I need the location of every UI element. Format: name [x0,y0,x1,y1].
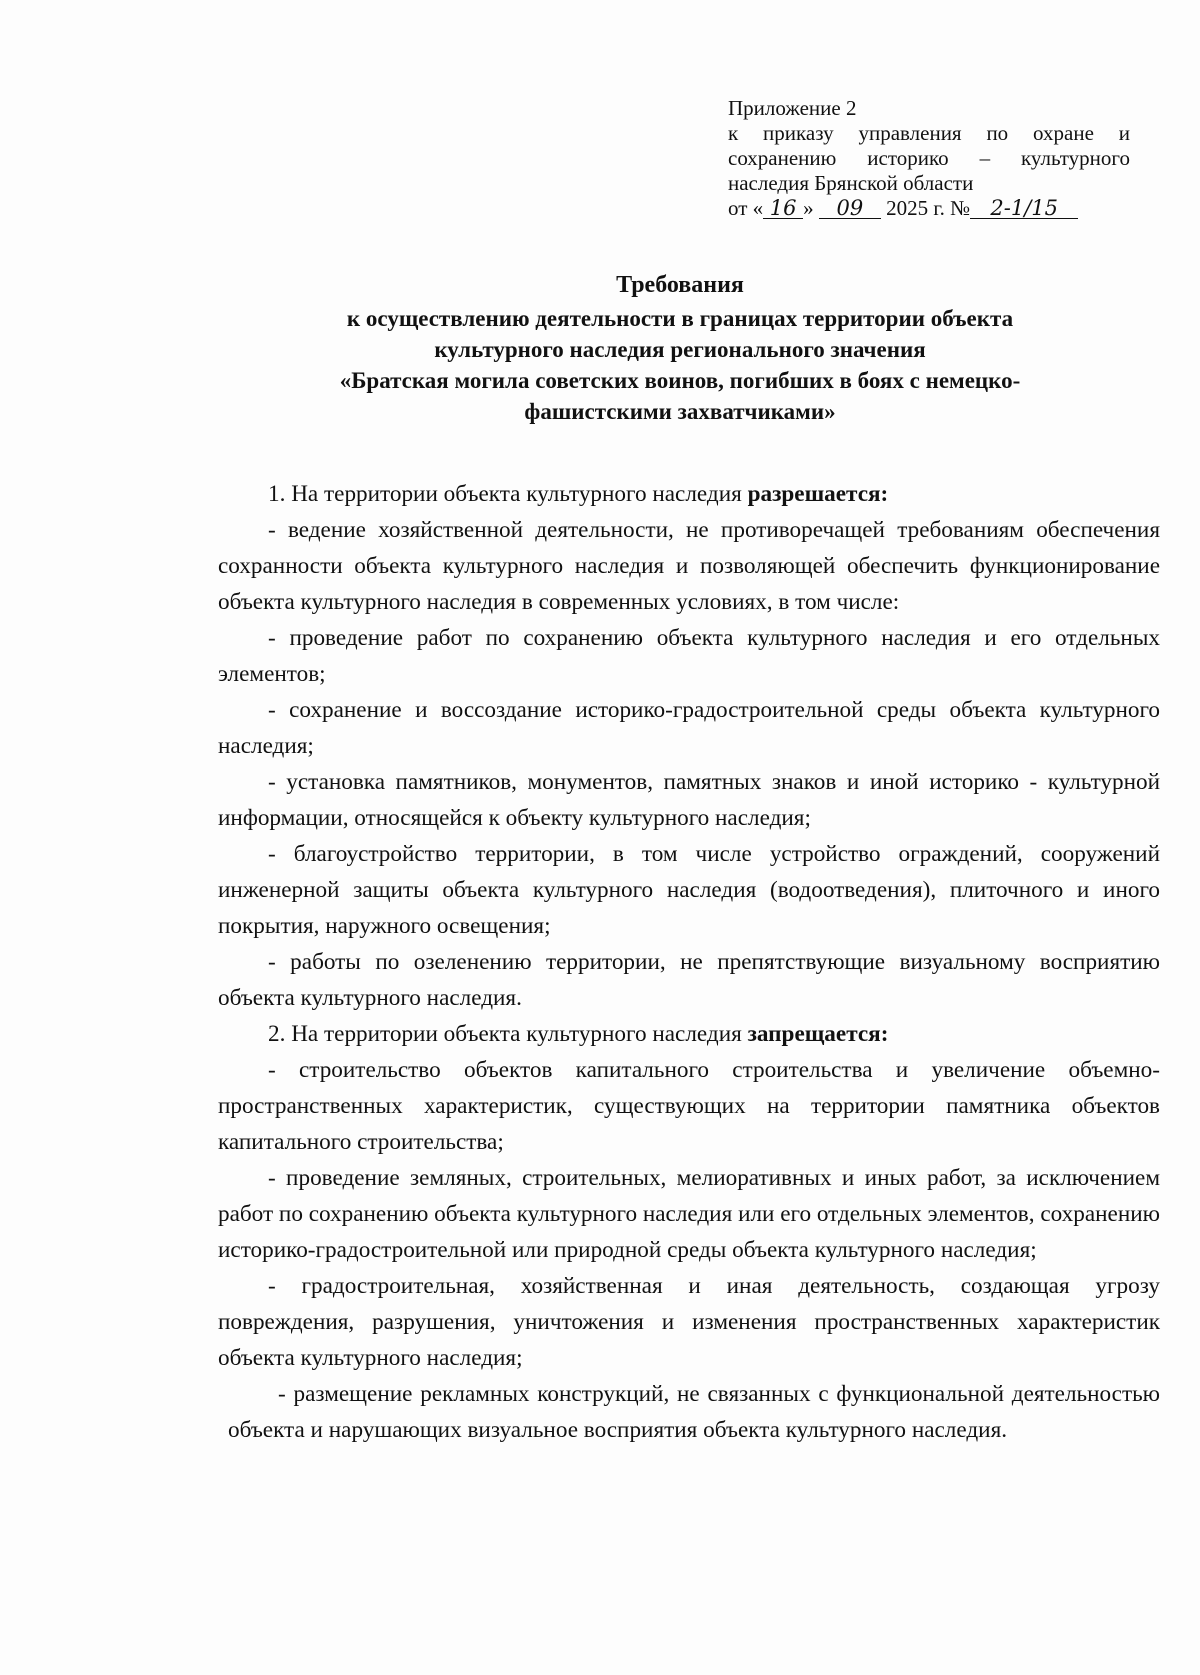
allowed-item: - благоустройство территории, в том числе устройство ограждений, сооружений инженерной защиты объекта культурного наследия (водоотведения), плиточного и иного покрытия, наружного освещения; [218,841,1160,939]
order-month-value: 09 [836,196,864,220]
title-line: к осуществлению деятельности в границах территории объекта [346,306,1014,331]
section2-heading: 2. На территории объекта культурного наследия запрещается: [268,1021,889,1047]
document-title [240,270,1120,427]
prohibited-item: - градостроительная, хозяйственная и иная деятельность, создающая угрозу повреждения, разрушения, уничтожения и изменения пространственных характеристик объекта культурного наследия; [218,1273,1160,1371]
order-day-value: 16 [769,196,797,220]
order-day [763,196,803,219]
title-heading: Требования [616,272,744,298]
allowed-item: - ведение хозяйственной деятельности, не противоречащей требованиям обеспечения сохранности объекта культурного наследия и позволяющей обеспечить функционирование объекта культурного наследия в современных условиях, в том числе: [218,517,1160,615]
date-prefix: от « [728,196,764,220]
section1-heading: 1. На территории объекта культурного наследия разрешается: [268,481,889,507]
order-month [819,196,881,219]
title-line: фашистскими захватчиками» [524,399,836,424]
prohibited-item: - размещение рекламных конструкций, не связанных с функциональной деятельностью объекта и нарушающих визуальное восприятия объекта культурного наследия. [228,1381,1160,1443]
prohibited-item: - проведение земляных, строительных, мелиоративных и иных работ, за исключением работ по сохранению объекта культурного наследия или его отдельных элементов, сохранению историко-градостроительной или природной среды объекта культурного наследия; [218,1165,1160,1263]
title-line: «Братская могила советских воинов, погибших в боях с немецко- [339,368,1021,393]
allowed-item: - сохранение и воссоздание историко-градостроительной среды объекта культурного наследия; [218,697,1160,759]
order-date-line [728,196,1130,221]
allowed-item: - работы по озеленению территории, не препятствующие визуальному восприятию объекта культурного наследия. [218,949,1160,1011]
order-number [970,196,1078,219]
appendix-order-line: сохранению историко – культурного [728,146,1130,170]
appendix-title: Приложение 2 [728,96,857,120]
prohibited-item: - строительство объектов капитального строительства и увеличение объемно-пространственных характеристик, существующих на территории памятника объектов капитального строительства; [218,1057,1160,1155]
document-body [218,476,1160,1448]
allowed-item: - проведение работ по сохранению объекта культурного наследия и его отдельных элементов; [218,625,1160,687]
title-line: культурного наследия регионального значения [434,337,926,362]
appendix-order-line: к приказу управления по охране и [728,121,1130,145]
allowed-item: - установка памятников, монументов, памятных знаков и иной историко - культурной информации, относящейся к объекту культурного наследия; [218,769,1160,831]
appendix-block [728,96,1130,221]
order-year: 2025 г. № [886,196,971,220]
date-mid: » [803,196,814,220]
appendix-order-line: наследия Брянской области [728,171,974,195]
order-number-value: 2-1/15 [990,196,1058,220]
